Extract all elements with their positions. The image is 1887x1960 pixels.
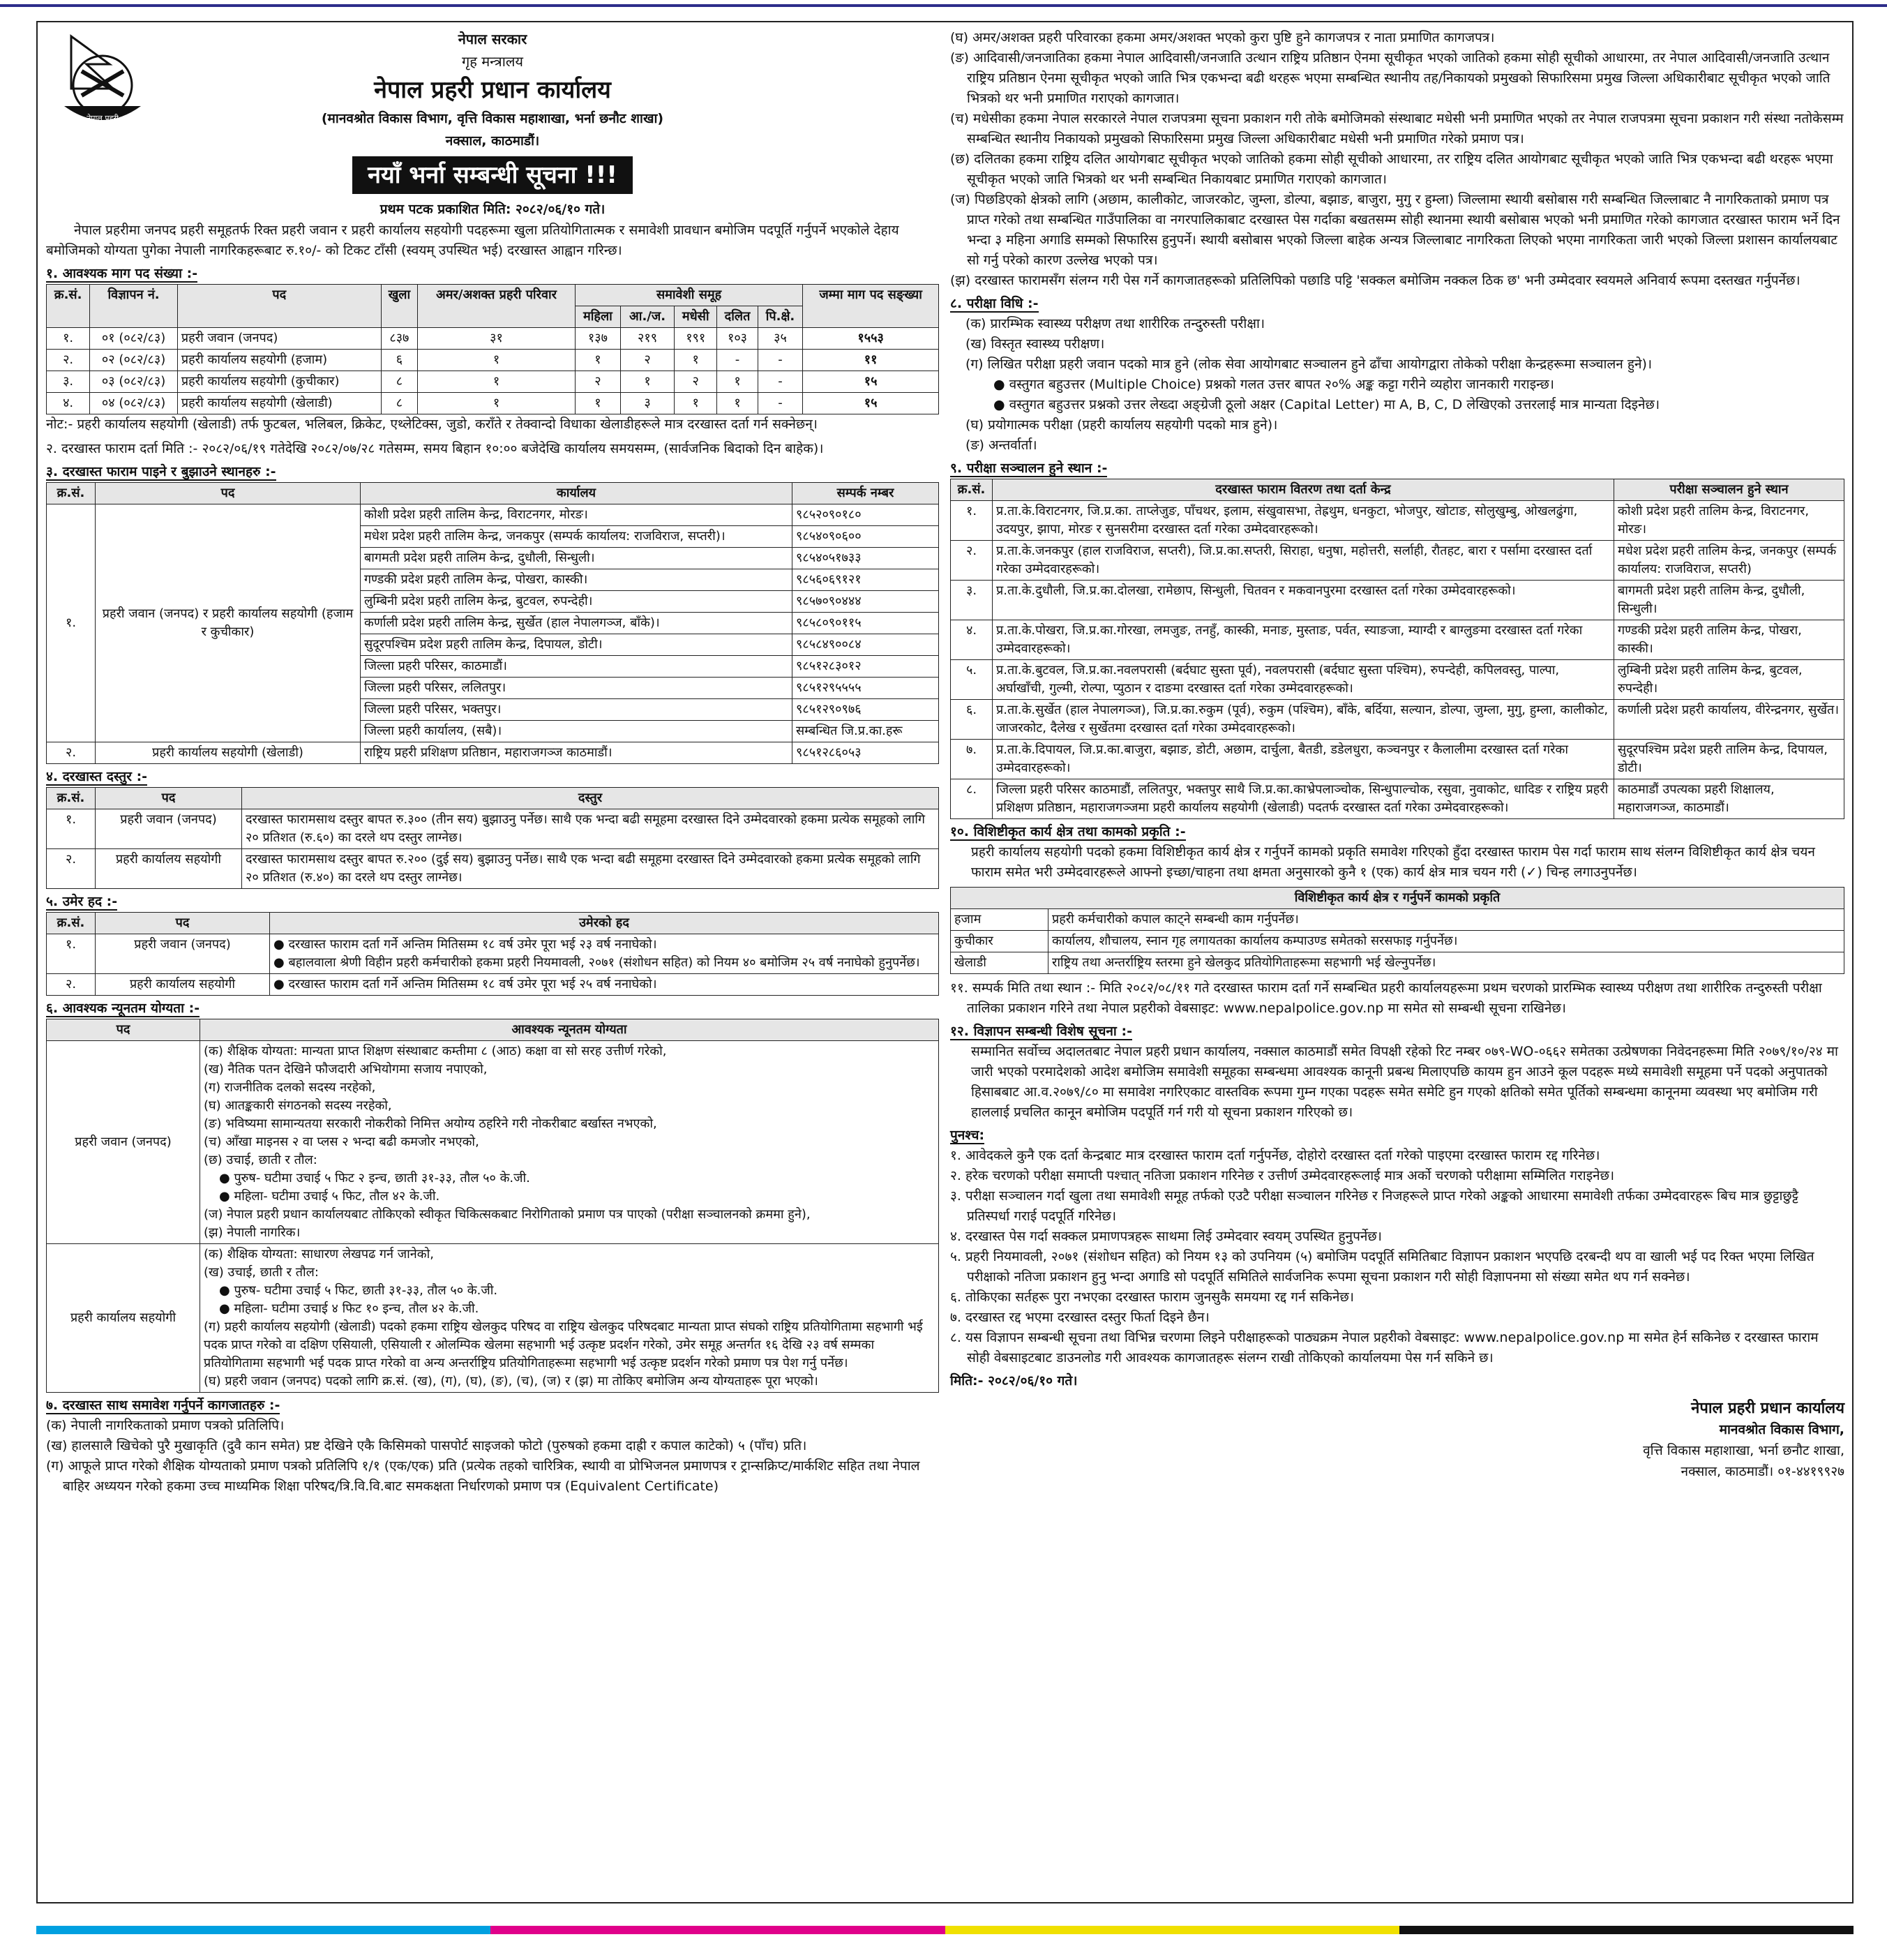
table-row	[47, 328, 939, 350]
table-cell: प्रहरी कार्यालय सहयोगी (खेलाडी)	[177, 393, 381, 414]
table-cell: ● दरखास्त फाराम दर्ता गर्ने अन्तिम मितिसम्म १८ वर्ष उमेर पूरा भई २५ वर्ष ननाघेको।	[270, 974, 939, 996]
s7-item: (घ) अमर/अशक्त प्रहरी परिवारका हकमा अमर/अशक्त भएको कुरा पुष्टि हुने कागजपत्र र नाता प्रमाणित कागजपत्र।	[950, 30, 1495, 45]
table-cell: सुदूरपश्चिम प्रदेश प्रहरी तालिम केन्द्र, दिपायल, डोटी।	[1614, 740, 1844, 779]
table-cell: सम्बन्धित जि.प्र.का.हरू	[792, 721, 939, 742]
table-cell: १५	[803, 393, 939, 414]
th-total: जम्मा माग पद सङ्ख्या	[803, 285, 939, 328]
table-cell: १	[620, 371, 674, 393]
th-sn: क्र.सं.	[47, 285, 90, 328]
table-cell: प्रहरी जवान (जनपद)	[96, 934, 270, 974]
application-places-table	[46, 482, 939, 764]
table-cell: प्र.ता.के.जनकपुर (हाल राजविराज, सप्तरी), जि.प्र.का.सप्तरी, सिराहा, धनुषा, महोत्तरी, सर्लाही, रौतहट, बारा र पर्सामा दरखास्त दर्ता गरेका उम्मेदवारहरूको।	[993, 541, 1614, 581]
table-row	[951, 779, 1844, 819]
ministry-title: गृह मन्त्रालय	[461, 53, 524, 70]
notice-date: मिति:- २०८२/०६/१० गते।	[950, 1373, 1078, 1389]
table-cell: ४.	[951, 620, 993, 660]
table-cell: प्रहरी कार्यालय सहयोगी (हजाम)	[177, 350, 381, 371]
table-cell: ८३७	[381, 328, 417, 350]
th-madhesi: मधेसी	[675, 306, 717, 328]
table-cell: ३.	[47, 371, 90, 393]
table-header-cell: दरखास्त फाराम वितरण तथा दर्ता केन्द्र	[993, 479, 1614, 501]
table-cell: -	[717, 350, 758, 371]
top-rule	[0, 4, 1887, 7]
table-cell: कोशी प्रदेश प्रहरी तालिम केन्द्र, विराटनगर, मोरङ।	[361, 504, 792, 526]
table-cell: प्रहरी कार्यालय सहयोगी	[96, 974, 270, 996]
table-cell: ११	[803, 350, 939, 371]
s7-title: ७. दरखास्त साथ समावेश गर्नुपर्ने कागजातहरु :-	[46, 1398, 280, 1413]
table-cell: हजाम	[951, 909, 1048, 931]
table-row	[47, 371, 939, 393]
s7-item: (ङ) आदिवासी/जनजातिका हकमा नेपाल आदिवासी/जनजाति उत्थान राष्ट्रिय प्रतिष्ठान ऐनमा सूचीकृत भएको जातिको हकमा सोही सूचीको आधारमा, तर नेपाल आदिवासी/जनजाति उत्थान राष्ट्रिय प्रतिष्ठान ऐनमा सूचीकृत भएको जाति भित्र एकभन्दा बढी थरहरू भएमा सम्बन्धित स्थानीय तह/निकायको प्रमुखको सिफारिसमा प्रमुख जिल्ला अधिकारीबाट सूचीकृत भएको जाति भित्रको थर भनी प्रमाणित गराएको कागजात।	[950, 50, 1830, 106]
table-row	[47, 742, 939, 764]
office-place: नक्साल, काठमाडौं।	[445, 133, 540, 149]
table-header-cell: उमेरको हद	[270, 913, 939, 934]
color-bar-segment	[36, 1926, 490, 1934]
table-cell: ८	[381, 371, 417, 393]
table-cell: लुम्बिनी प्रदेश प्रहरी तालिम केन्द्र, बुटवल, रुपन्देही।	[1614, 660, 1844, 700]
table-cell: प्र.ता.के.सुर्खेत (हाल नेपालगञ्ज), जि.प्र.का.रुकुम (पूर्व), रुकुम (पश्चिम), बाँके, बर्दिया, सल्यान, डोल्पा, जुम्ला, मुगु, हुम्ला, कालीकोट, जाजरकोट, दैलेख र सुर्खेतमा दरखास्त दर्ता गरेका उम्मेदवारहरूको।	[993, 700, 1614, 740]
table-row	[951, 660, 1844, 700]
table-cell: काठमाडौं उपत्यका प्रहरी शिक्षालय, महाराजगञ्ज, काठमाडौं।	[1614, 779, 1844, 819]
table-cell: प्र.ता.के.पोखरा, जि.प्र.का.गोरखा, लमजुङ, तनहुँ, कास्की, मनाङ, मुस्ताङ, पर्वत, स्याङजा, म्याग्दी र बाग्लुङमा दरखास्त दर्ता गरेका उम्मेदवारहरूको।	[993, 620, 1614, 660]
age-rule-1: ● दरखास्त फाराम दर्ता गर्ने अन्तिम मितिसम्म १८ वर्ष उमेर पूरा भई २३ वर्ष ननाघेको।	[273, 937, 657, 952]
table-cell: कर्णाली प्रदेश प्रहरी तालिम केन्द्र, सुर्खेत (हाल नेपालगञ्ज, बाँके)।	[361, 613, 792, 634]
table-cell: १.	[47, 934, 96, 974]
table-cell: २.	[47, 350, 90, 371]
th-open: खुला	[381, 285, 417, 328]
table-cell: प्र.ता.के.बुटवल, जि.प्र.का.नवलपरासी (बर्दघाट सुस्ता पूर्व), नवलपरासी (बर्दघाट सुस्ता पश्चिम), रुपन्देही, कपिलवस्तु, पाल्पा, अर्घाखाँची, गुल्मी, रोल्पा, प्युठान र दाङमा दरखास्त दर्ता गरेका उम्मेदवारहरूको।	[993, 660, 1614, 700]
s7-item: (ग) आफूले प्राप्त गरेको शैक्षिक योग्यताको प्रमाण पत्रको प्रतिलिपि १/१ (एक/एक) प्रति (प्रत्येक तहको चारित्रिक, स्थायी वा प्रोभिजनल प्रमाणपत्र र ट्रान्सक्रिप्ट/मार्कशिट सहित तथा नेपाल बाहिर अध्ययन गरेको हकमा उच्च माध्यमिक शिक्षा परिषद/त्रि.वि.वि.बाट समकक्षता निर्धारणको प्रमाण पत्र (Equivalent Certificate)	[46, 1458, 920, 1494]
table-cell: खेलाडी	[951, 952, 1048, 974]
table-cell: ७.	[951, 740, 993, 779]
table-row	[47, 849, 939, 889]
table-row	[47, 350, 939, 371]
dept-title: (मानवश्रोत विकास विभाग, वृत्ति विकास महाशाखा, भर्ना छनौट शाखा)	[321, 111, 664, 126]
table-row	[951, 909, 1844, 931]
table-cell: २.	[47, 849, 96, 889]
work-nature-table	[950, 887, 1844, 974]
table-header-cell: परीक्षा सञ्चालन हुने स्थान	[1614, 479, 1844, 501]
th-adv: विज्ञापन नं.	[90, 285, 178, 328]
table-row	[951, 501, 1844, 541]
s6-title: ६. आवश्यक न्यूनतम योग्यता :-	[46, 1001, 200, 1016]
table-cell: प्रहरी कार्यालय सहयोगी	[96, 849, 242, 889]
table-cell: १	[575, 393, 620, 414]
table-cell: प्रहरी कार्यालय सहयोगी	[47, 1244, 200, 1393]
table-cell: ३.	[951, 581, 993, 620]
table-row	[47, 809, 939, 849]
table-cell: १.	[47, 504, 96, 742]
table-cell: दरखास्त फारामसाथ दस्तुर बापत रु.२०० (दुई सय) बुझाउनु पर्नेछ। साथै एक भन्दा बढी समूहमा दरखास्त दिने उम्मेदवारको हकमा प्रत्येक समूहको लागि २० प्रतिशत (रु.४०) का दरले थप दस्तुर लाग्नेछ।	[242, 849, 939, 889]
th-dalit: दलित	[717, 306, 758, 328]
table-cell: ३	[620, 393, 674, 414]
table-cell: १९१	[675, 328, 717, 350]
table-row	[951, 541, 1844, 581]
color-bar-segment	[1399, 1926, 1854, 1934]
table-cell: प्रहरी जवान (जनपद)	[177, 328, 381, 350]
table-cell: कर्णाली प्रदेश प्रहरी कार्यालय, वीरेन्द्रनगर, सुर्खेत।	[1614, 700, 1844, 740]
table-cell: ८.	[951, 779, 993, 819]
post-group-1: प्रहरी जवान (जनपद) र प्रहरी कार्यालय सहयोगी (हजाम र कुचीकार)	[96, 504, 361, 742]
table-cell: ९८५२०९०१८०	[792, 504, 939, 526]
table-cell: -	[758, 393, 802, 414]
table-cell: जिल्ला प्रहरी परिसर, काठमाडौं।	[361, 656, 792, 678]
color-bar-segment	[945, 1926, 1399, 1934]
s7-item: (ख) हालसालै खिचेको पुरै मुखाकृति (दुवै कान समेत) प्रष्ट देखिने एकै किसिमको पासपोर्ट साइजको फोटो (पुरुषको हकमा दाह्री र कपाल काटेको) ५ (पाँच) प्रति।	[46, 1438, 807, 1453]
table-cell: दरखास्त फारामसाथ दस्तुर बापत रु.३०० (तीन सय) बुझाउनु पर्नेछ। साथै एक भन्दा बढी समूहमा दरखास्त दिने उम्मेदवारको हकमा प्रत्येक समूहको लागि २० प्रतिशत (रु.६०) का दरले थप दस्तुर लाग्नेछ।	[242, 809, 939, 849]
s7-item: (झ) दरखास्त फारामसँग संलग्न गरी पेस गर्ने कागजातहरूको प्रतिलिपिको पछाडि पट्टि 'सक्कल बमोजिम नक्कल ठिक छ' भनी उम्मेदवार स्वयमले अनिवार्य रूपमा दस्तखत गर्नुपर्नेछ।	[950, 273, 1800, 288]
s7-item: (ज) पिछडिएको क्षेत्रको लागि (अछाम, कालीकोट, जाजरकोट, जुम्ला, डोल्पा, बझाङ, बाजुरा, मुगु र हुम्ला) जिल्लामा स्थायी बसोबास गरी सम्बन्धित जिल्लाबाट नै नागरिकताको प्रमाण पत्र प्राप्त गरेको तथा सम्बन्धित गाउँपालिका वा नगरपालिकाबाट दरखास्त पेस गर्दाका बखतसम्म सोही स्थानमा स्थायी बसोबास भएको भनी प्रमाणित गरेको कागजात दरखास्त फाराम भर्ने दिन भन्दा ३ महिना अगाडि सम्मको सिफारिस हुनुपर्ने। स्थायी बसोबास भएको जिल्ला बाहेक अन्यत्र जिल्लाबाट नागरिकता लिएको भएमा नागरिकता जारी भएको जिल्ला प्रशासन कार्यालयबाट सो गर्नु परेको कारण उल्लेख भएको पत्र।	[950, 192, 1840, 268]
age-rule-2: ● बहालवाला श्रेणी विहीन प्रहरी कर्मचारीको हकमा प्रहरी नियमावली, २०७१ (संशोधन सहित) को नियम ४० बमोजिम २५ वर्ष ननाघेको हुनुपर्नेछ।	[273, 955, 920, 970]
table-row	[47, 504, 939, 526]
th-post: पद	[177, 285, 381, 328]
s7-item: (छ) दलितका हकमा राष्ट्रिय दलित आयोगबाट सूचीकृत भएको जातिको हकमा सोही सूचीको आधारमा, तर राष्ट्रिय दलित आयोगबाट सूचीकृत भएको जाति भित्र एकभन्दा बढी थरहरू भएमा सूचीकृत भएको जाति भित्रको थर भनी सम्बन्धित निकायबाट प्रमाणित गराएको कागजात।	[950, 151, 1833, 187]
table-cell: प्रहरी जवान (जनपद)	[47, 1041, 200, 1244]
table-cell: ९८५४०५१७३३	[792, 548, 939, 569]
table-header-cell: पद	[96, 788, 242, 809]
table-cell: २	[620, 350, 674, 371]
header	[46, 28, 939, 220]
table-cell: १.	[47, 328, 90, 350]
s3-title: ३. दरखास्त फाराम पाइने र बुझाउने स्थानहरु :-	[46, 464, 276, 479]
s1-title: १. आवश्यक माग पद संख्या :-	[46, 266, 198, 281]
color-bar	[36, 1926, 1854, 1934]
left-column	[46, 28, 939, 1497]
table-cell: १	[675, 350, 717, 371]
s7-item: (च) मधेसीका हकमा नेपाल सरकारले नेपाल राजपत्रमा सूचना प्रकाशन गरी तोके बमोजिमको संस्थाबाट मधेसी भनी प्रमाणित भएको तर नेपाल राजपत्रमा सूचना प्रकाशन गरी संस्था नतोकेसम्म सम्बन्धित स्थानीय निकायको प्रमुखको सिफारिसमा प्रमुख जिल्ला अधिकारीबाट मधेसी भनी प्रमाणित गरेको प्रमाण पत्र।	[950, 111, 1844, 147]
table-cell: ९८५६०६९१२१	[792, 569, 939, 591]
table-header-cell: पद	[96, 483, 361, 504]
table-cell: लुम्बिनी प्रदेश प्रहरी तालिम केन्द्र, बुटवल, रुपन्देही।	[361, 591, 792, 613]
table-cell: ९८५१२८३०१२	[792, 656, 939, 678]
table-cell: प्र.ता.के.विराटनगर, जि.प्र.का. ताप्लेजुङ, पाँचथर, इलाम, संखुवासभा, तेह्रथुम, धनकुटा, भोजपुर, खोटाङ, सोलुखुम्बु, ओखलढुंगा, उदयपुर, झापा, मोरङ र सुनसरीमा दरखास्त दर्ता गरेका उम्मेदवारहरूको।	[993, 501, 1614, 541]
table-cell	[270, 934, 939, 974]
exam-venue-table	[950, 479, 1844, 819]
table-cell: ९८५७०९०४४४	[792, 591, 939, 613]
table-cell: ९८५८०९०११५	[792, 613, 939, 634]
table-cell: बागमती प्रदेश प्रहरी तालिम केन्द्र, दुधौली, सिन्धुली।	[1614, 581, 1844, 620]
table-cell: ९८५४०९०६००	[792, 526, 939, 548]
office-title: नेपाल प्रहरी प्रधान कार्यालय	[374, 76, 611, 104]
table-cell: प्रहरी कार्यालय सहयोगी (खेलाडी)	[96, 742, 361, 764]
table-cell: प्र.ता.के.दुधौली, जि.प्र.का.दोलखा, रामेछाप, सिन्धुली, चितवन र मकवानपुरमा दरखास्त दर्ता गरेका उम्मेदवारहरूको।	[993, 581, 1614, 620]
table-cell: ०२ (०८२/८३)	[90, 350, 178, 371]
table-cell: -	[758, 350, 802, 371]
table-cell: प्रहरी कार्यालय सहयोगी (कुचीकार)	[177, 371, 381, 393]
qualification-table	[46, 1019, 939, 1393]
table-cell: ९८५१२९५५५५	[792, 678, 939, 699]
table-cell: जिल्ला प्रहरी परिसर काठमाडौं, ललितपुर, भक्तपुर साथै जि.प्र.का.काभ्रेपलाञ्चोक, सिन्धुपाल्चोक, रसुवा, नुवाकोट, धादिङ र राष्ट्रिय प्रहरी प्रशिक्षण प्रतिष्ठान, महाराजगञ्जमा प्रहरी कार्यालय सहयोगी (खेलाडी) पदतर्फ दरखास्त दर्ता गरेका उम्मेदवारहरूको।	[993, 779, 1614, 819]
s4-title: ४. दरखास्त दस्तुर :-	[46, 769, 148, 784]
table-cell: (क) शैक्षिक योग्यता: मान्यता प्राप्त शिक्षण संस्थाबाट कम्तीमा ८ (आठ) कक्षा वा सो सरह उत्तीर्ण गरेको, (ख) नैतिक पतन देखिने फौजदारी अभियोगमा सजाय नपाएको, (ग) राजनीतिक दलको सदस्य नरहेको, (घ) आतङ्ककारी संगठनको सदस्य नरहेको, (ङ) भविष्यमा सामान्यतया सरकारी नोकरीको निमित्त अयोग्य ठहरिने गरी नोकरीबाट बर्खास्त नभएको, (च) आँखा माइनस २ वा प्लस २ भन्दा बढी कमजोर नभएको, (छ) उचाई, छाती र तौल: ● पुरुष- घटीमा उचाई ५ फिट २ इन्च, छाती ३१-३३, तौल ५० के.जी. ● महिला- घटीमा उचाई ५ फिट, तौल ४२ के.जी. (ज) नेपाल प्रहरी प्रधान कार्यालयबाट तोकिएको स्वीकृत चिकित्सकबाट निरोगिताको प्रमाण पत्र पाएको (परीक्षा सञ्चालनको क्रममा हुने), (झ) नेपाली नागरिक।	[200, 1041, 939, 1244]
table-cell: ९८५१२९०९७६	[792, 699, 939, 721]
table-cell: २	[575, 371, 620, 393]
table-cell: १.	[951, 501, 993, 541]
table-cell: ६.	[951, 700, 993, 740]
table-cell: राष्ट्रिय तथा अन्तर्राष्ट्रिय स्तरमा हुने खेलकुद प्रतियोगिताहरूमा सहभागी भई खेल्नुपर्नेछ।	[1048, 952, 1844, 974]
table-header-cell: आवश्यक न्यूनतम योग्यता	[200, 1019, 939, 1041]
table-cell: १	[717, 371, 758, 393]
table-cell: जिल्ला प्रहरी परिसर, ललितपुर।	[361, 678, 792, 699]
table-cell: गण्डकी प्रदेश प्रहरी तालिम केन्द्र, पोखरा, कास्की।	[1614, 620, 1844, 660]
table-cell: २१९	[620, 328, 674, 350]
table-cell: १	[675, 393, 717, 414]
table-cell: प्रहरी कर्मचारीको कपाल काट्ने सम्बन्धी काम गर्नुपर्नेछ।	[1048, 909, 1844, 931]
table-cell: ३५	[758, 328, 802, 350]
table-cell: बागमती प्रदेश प्रहरी तालिम केन्द्र, दुधौली, सिन्धुली।	[361, 548, 792, 569]
table-cell: मधेश प्रदेश प्रहरी तालिम केन्द्र, जनकपुर (सम्पर्क कार्यालय: राजविराज, सप्तरी)	[1614, 541, 1844, 581]
table-cell: २.	[47, 974, 96, 996]
table-cell: ५.	[951, 660, 993, 700]
table-cell: गण्डकी प्रदेश प्रहरी तालिम केन्द्र, पोखरा, कास्की।	[361, 569, 792, 591]
table-cell: कोशी प्रदेश प्रहरी तालिम केन्द्र, विराटनगर, मोरङ।	[1614, 501, 1844, 541]
table-cell: ०३ (०८२/८३)	[90, 371, 178, 393]
signature-block: नेपाल प्रहरी प्रधान कार्यालय मानवश्रोत विकास विभाग, वृत्ति विकास महाशाखा, भर्ना छनौट शाखा, नक्साल, काठमाडौं। ०१-४४१९९२७	[1643, 1400, 1844, 1479]
punashcha-title: पुनश्च:	[950, 1128, 985, 1143]
table-cell: ४.	[47, 393, 90, 414]
s12-text: सम्मानित सर्वोच्च अदालतबाट नेपाल प्रहरी प्रधान कार्यालय, नक्साल काठमाडौं समेत विपक्षी रहेको रिट नम्बर ०७९-WO-०६६२ समेतका उत्प्रेषणका निवेदनहरूमा मिति २०७९/१०/२४ मा जारी भएको परमादेशको आदेश बमोजिम समावेशी समूहका सम्बन्धमा आवश्यक कानूनी प्रबन्ध मिलाएपछि कायम हुन आउने कूल पदहरू मध्ये समावेशी समूहमा पर्ने पदको अनुपातको हिसाबबाट आ.व.२०७९/८० मा समावेश नगरिएकाट वास्तविक रूपमा गुम्न गएका पदहरू समेत समेटि हुन गएको क्षतिको समेत पूर्तिको सम्बन्धमा कानूनमा व्यवस्था भए बमोजिम गरी हाललाई प्रचलित कानून बमोजिम पदपूर्ति गर्न गरी यो सूचना प्रकाशन गरिएको छ।	[971, 1044, 1838, 1120]
table-row	[47, 393, 939, 414]
table-cell: ०१ (०८२/८३)	[90, 328, 178, 350]
table-cell: १	[575, 350, 620, 371]
table-header-cell: सम्पर्क नम्बर	[792, 483, 939, 504]
table-cell: १	[717, 393, 758, 414]
table-row	[951, 740, 1844, 779]
table-cell: १३७	[575, 328, 620, 350]
age-table	[46, 912, 939, 996]
table-cell: ९८५८४९००८४	[792, 634, 939, 656]
table-row	[951, 620, 1844, 660]
th-aj: आ./ज.	[620, 306, 674, 328]
table-cell: ६	[381, 350, 417, 371]
th-martyr: अमर/अशक्त प्रहरी परिवार	[418, 285, 576, 328]
table-row	[47, 1244, 939, 1393]
table-row	[951, 952, 1844, 974]
table-cell: जिल्ला प्रहरी कार्यालय, (सबै)।	[361, 721, 792, 742]
s8-title: ८. परीक्षा विधि :-	[950, 296, 1039, 311]
table-cell: ९८५१२८६०५३	[792, 742, 939, 764]
table-header-cell: क्र.सं.	[47, 483, 96, 504]
table-row	[951, 581, 1844, 620]
table-cell: १	[418, 350, 576, 371]
table-cell: २.	[951, 541, 993, 581]
table-row	[951, 931, 1844, 952]
table-header-cell: पद	[96, 913, 270, 934]
table-cell: सुदूरपश्चिम प्रदेश प्रहरी तालिम केन्द्र, दिपायल, डोटी।	[361, 634, 792, 656]
color-bar-segment	[490, 1926, 945, 1934]
table-header-cell: क्र.सं.	[47, 913, 96, 934]
table-header-cell: विशिष्टीकृत कार्य क्षेत्र र गर्नुपर्ने कामको प्रकृति	[951, 888, 1844, 909]
intro-text: नेपाल प्रहरीमा जनपद प्रहरी समूहतर्फ रिक्त प्रहरी जवान र प्रहरी कार्यालय सहयोगी पदहरूमा खुला प्रतियोगितात्मक र समावेशी प्रावधान बमोजिम पदपूर्ति गर्नुपर्ने भएकोले देहाय बमोजिमको योग्यता पुगेका नेपाली नागरिकहरूबाट रु.१०/- को टिकट टाँसी (स्वयम् उपस्थित भई) दरखास्त आह्वान गरिन्छ।	[46, 223, 899, 258]
nepal-police-emblem-icon	[50, 29, 155, 134]
table-cell: ०४ (०८२/८३)	[90, 393, 178, 414]
table-cell: ८	[381, 393, 417, 414]
table-row	[951, 700, 1844, 740]
table-cell: २	[675, 371, 717, 393]
gov-title: नेपाल सरकार	[458, 31, 527, 47]
table-cell: २.	[47, 742, 96, 764]
s11-text: ११. सम्पर्क मिति तथा स्थान :- मिति २०८२/०८/११ गते दरखास्त फाराम दर्ता गर्ने सम्बन्धित प्रहरी कार्यालयहरूमा प्रथम चरणको प्रारम्भिक स्वास्थ्य परीक्षण तथा शारीरिक तन्दुरुस्ती परीक्षा तालिका प्रकाशन गरिने तथा नेपाल प्रहरीको वेबसाइट: www.nepalpolice.gov.np मा समेत सो सम्बन्धी सूचना राखिनेछ।	[950, 980, 1822, 1016]
s12-title: १२. विज्ञापन सम्बन्धी विशेष सूचना :-	[950, 1024, 1132, 1039]
table-cell: १५	[803, 371, 939, 393]
table-cell: १०३	[717, 328, 758, 350]
notice-title: नयाँ भर्ना सम्बन्धी सूचना !!!	[352, 156, 633, 194]
table-cell: १५५३	[803, 328, 939, 350]
table-cell: -	[758, 371, 802, 393]
table-cell: १.	[47, 809, 96, 849]
table-header-cell: क्र.सं.	[47, 788, 96, 809]
table-cell: मधेश प्रदेश प्रहरी तालिम केन्द्र, जनकपुर (सम्पर्क कार्यालय: राजविराज, सप्तरी)।	[361, 526, 792, 548]
table-cell: कुचीकार	[951, 931, 1048, 952]
s2-text: २. दरखास्त फाराम दर्ता मिति :- २०८२/०६/१९ गतेदेखि २०८२/०७/२८ गतेसम्म, समय बिहान १०:०० बजेदेखि कार्यालय समयसम्म, (सार्वजनिक बिदाको दिन बाहेक)।	[46, 441, 824, 456]
s7-item: (क) नेपाली नागरिकताको प्रमाण पत्रको प्रतिलिपि।	[46, 1418, 285, 1433]
table-row	[47, 974, 939, 996]
th-incl: समावेशी समूह	[575, 285, 802, 306]
table-cell: १	[418, 371, 576, 393]
fee-table	[46, 787, 939, 889]
table-header-cell: क्र.सं.	[951, 479, 993, 501]
table-cell: (क) शैक्षिक योग्यता: साधारण लेखपढ गर्न जानेको, (ख) उचाई, छाती र तौल: ● पुरुष- घटीमा उचाई ५ फिट, छाती ३१-३३, तौल ५० के.जी. ● महिला- घटीमा उचाई ४ फिट १० इन्च, तौल ४२ के.जी. (ग) प्रहरी कार्यालय सहयोगी (खेलाडी) पदको हकमा राष्ट्रिय खेलकुद परिषद वा राष्ट्रिय खेलकुद परिषदबाट मान्यता प्राप्त संघको राष्ट्रिय प्रतियोगितामा सहभागी भई पदक प्राप्त गरेको वा दक्षिण एसियाली, एसियाली र ओलम्पिक खेलमा सहभागी भई उत्कृष्ट प्रदर्शन गरेको, उमेर समूह अन्तर्गत १६ देखि २३ वर्ष सम्मका प्रतियोगितामा सहभागी भई पदक प्राप्त गरेको वा अन्य अन्तर्राष्ट्रिय प्रतियोगिताहरूमा सहभागी भई उत्कृष्ट प्रदर्शन गरेको प्रमाण पत्र पेश गर्नु पर्नेछ। (घ) प्रहरी जवान (जनपद) पदको लागि क्र.सं. (ख), (ग), (घ), (ङ), (च), (ज) र (झ) मा तोकिए बमोजिम अन्य योग्यताहरू पूरा भएको।	[200, 1244, 939, 1393]
table-header-cell: दस्तुर	[242, 788, 939, 809]
table-cell: ३१	[418, 328, 576, 350]
demand-table	[46, 284, 939, 414]
th-backward: पि.क्षे.	[758, 306, 802, 328]
table-cell: कार्यालय, शौचालय, स्नान गृह लगायतका कार्यालय कम्पाउण्ड समेतको सरसफाइ गर्नुपर्नेछ।	[1048, 931, 1844, 952]
table-cell: राष्ट्रिय प्रहरी प्रशिक्षण प्रतिष्ठान, महाराजगञ्ज काठमाडौं।	[361, 742, 792, 764]
table-row	[47, 934, 939, 974]
s9-title: ९. परीक्षा सञ्चालन हुने स्थान :-	[950, 461, 1108, 476]
table-cell: जिल्ला प्रहरी परिसर, भक्तपुर।	[361, 699, 792, 721]
table-cell: प्र.ता.के.दिपायल, जि.प्र.का.बाजुरा, बझाङ, डोटी, अछाम, दार्चुला, बैतडी, डडेलधुरा, कञ्चनपुर र कैलालीमा दरखास्त दर्ता गरेका उम्मेदवारहरूको।	[993, 740, 1614, 779]
table-header-cell: कार्यालय	[361, 483, 792, 504]
table-row	[47, 1041, 939, 1244]
th-women: महिला	[575, 306, 620, 328]
s5-title: ५. उमेर हद :-	[46, 894, 118, 909]
table-header-cell: पद	[47, 1019, 200, 1041]
publish-date: प्रथम पटक प्रकाशित मिति: २०८२/०६/१० गते।	[379, 202, 606, 217]
s10-title: १०. विशिष्टीकृत कार्य क्षेत्र तथा कामको प्रकृति :-	[950, 824, 1186, 839]
s10-text: प्रहरी कार्यालय सहयोगी पदको हकमा विशिष्टीकृत कार्य क्षेत्र र गर्नुपर्ने कामको प्रकृति समावेश गरिएको हुँदा दरखास्त फाराम पेस गर्दा फाराम साथ संलग्न विशिष्टीकृत कार्य क्षेत्र चयन फाराम समेत भरी उम्मेदवारहरूले आफ्नो इच्छा/चाहना तथा क्षमता अनुसारको कुनै १ (एक) कार्य क्षेत्र मात्र चयन गरी (✓) चिन्ह लगाउनुपर्नेछ।	[971, 844, 1815, 880]
table-cell: प्रहरी जवान (जनपद)	[96, 809, 242, 849]
emblem-text: नेपाल प्रहरी	[87, 114, 119, 123]
s1-note: नोट:- प्रहरी कार्यालय सहयोगी (खेलाडी) तर्फ फुटबल, भलिबल, क्रिकेट, एथ्लेटिक्स, जुडो, कराँते र तेक्वान्दो विधाका खेलाडीहरूले मात्र दरखास्त दर्ता गर्न सक्नेछन्।	[46, 417, 818, 432]
right-column: (घ) अमर/अशक्त प्रहरी परिवारका हकमा अमर/अशक्त भएको कुरा पुष्टि हुने कागजपत्र र नाता प्रमाणित कागजपत्र। (ङ) आदिवासी/जनजातिका हकमा नेपाल आदिवासी/जनजाति उत्थान राष्ट्रिय प्रतिष्ठान ऐनमा सूचीकृत भएको जातिको हकमा सोही सूचीको आधारमा, तर नेपाल आदिवासी/जनजाति उत्थान राष्ट्रिय प्रतिष्ठान ऐनमा सूचीकृत भएको जाति भित्र एकभन्दा बढी थरहरू भएमा सम्बन्धित स्थानीय तह/निकायको प्रमुखको सिफारिसमा प्रमुख जिल्ला अधिकारीबाट सूचीकृत भएको जाति भित्रको थर भनी प्रमाणित गराएको कागजात। (च) मधेसीका हकमा नेपाल सरकारले नेपाल राजपत्रमा सूचना प्रकाशन गरी तोके बमोजिमको संस्थाबाट मधेसी भनी प्रमाणित भएको तर नेपाल राजपत्रमा सूचना प्रकाशन गरी संस्था नतोकेसम्म सम्बन्धित स्थानीय निकायको प्रमुखको सिफारिसमा प्रमुख जिल्ला अधिकारीबाट मधेसी भनी प्रमाणित गरेको प्रमाण पत्र। (छ) दलितका हकमा राष्ट्रिय दलित आयोगबाट सूचीकृत भएको जातिको हकमा सोही सूचीको आधारमा, तर राष्ट्रिय दलित आयोगबाट सूचीकृत भएको जाति भित्र एकभन्दा बढी थरहरू भएमा सूचीकृत भएको जाति भित्रको थर भनी सम्बन्धित निकायबाट प्रमाणित गराएको कागजात। (ज) पिछडिएको क्षेत्रको लागि (अछाम, कालीकोट, जाजरकोट, जुम्ला, डोल्पा, बझाङ, बाजुरा, मुगु र हुम्ला) जिल्लामा स्थायी बसोबास गरी सम्बन्धित जिल्लाबाट नै नागरिकताको प्रमाण पत्र प्राप्त गरेको तथा सम्बन्धित गाउँपालिका वा नगरपालिकाबाट दरखास्त पेस गर्दाका बखतसम्म सोही स्थानमा स्थायी बसोबास भएको भनी प्रमाणित गरेको कागजात दरखास्त फाराम भर्ने दिन भन्दा ३ महिना अगाडि सम्मको सिफारिस हुनुपर्ने। स्थायी बसोबास भएको जिल्ला बाहेक अन्यत्र जिल्लाबाट नागरिकता लिएको भएमा नागरिकता जारी भएको जिल्ला प्रशासन कार्यालयबाट सो गर्नु परेको कारण उल्लेख भएको पत्र। (झ) दरखास्त फारामसँग संलग्न गरी पेस गर्ने कागजातहरूको प्रतिलिपिको पछाडि पट्टि 'सक्कल बमोजिम नक्कल ठिक छ' भनी उम्मेदवार स्वयमले अनिवार्य रूपमा दस्तखत गर्नुपर्नेछ। ८. परीक्षा विधि :- (क) प्रारम्भिक स्वास्थ्य परीक्षण तथा शारीरिक तन्दुरुस्ती परीक्षा। (ख) विस्तृत स्वास्थ्य परीक्षण। (ग) लिखित परीक्षा प्रहरी जवान पदको मात्र हुने (लोक सेवा आयोगबाट सञ्चालन हुने ढाँचा आयोगद्वारा तोकेको परीक्षा केन्द्रहरूमा सञ्चालन हुने)। ● वस्तुगत बहुउत्तर (Multiple Choice) प्रश्नको गलत उत्तर बापत २०% अङ्क कट्टा गरीने व्यहोरा जानकारी गराइन्छ। ● वस्तुगत बहुउत्तर प्रश्नको उत्तर लेख्दा अङ्ग्रेजी ठूलो अक्षर (Capital Letter) मा A, B, C, D लेखिएको उत्तरलाई मात्र मान्यता दिइनेछ। (घ) प्रयोगात्मक परीक्षा (प्रहरी कार्यालय सहयोगी पदको मात्र हुने)। (ङ) अन्तर्वार्ता। ९. परीक्षा सञ्चालन हुने स्थान :- क्र.सं. दरखास्त फाराम वितरण तथा दर्ता केन्द्र परीक्षा सञ्चालन हुने स्थान १. प्र.ता.के.विराटनगर, जि.प्र.का. ताप्लेजुङ, पाँचथर, इलाम, संखुवासभा, तेह्रथुम, धनकुटा, भोजपुर, खोटाङ, सोलुखुम्बु, ओखलढुंगा, उदयपुर, झापा, मोरङ र सुनसरीमा दरखास्त दर्ता गरेका उम्मेदवारहरूको। कोशी प्रदेश प्रहरी तालिम केन्द्र, विराटनगर, मोरङ। २. प्र.ता.के.जनकपुर (हाल राजविराज, सप्तरी), जि.प्र.का.सप्तरी, सिराहा, धनुषा, महोत्तरी, सर्लाही, रौतहट, बारा र पर्सामा दरखास्त दर्ता गरेका उम्मेदवारहरूको। मधेश प्रदेश प्रहरी तालिम केन्द्र, जनकपुर (सम्पर्क कार्यालय: राजविराज, सप्तरी) ३. प्र.ता.के.दुधौली, जि.प्र.का.दोलखा, रामेछाप, सिन्धुली, चितवन र मकवानपुरमा दरखास्त दर्ता गरेका उम्मेदवारहरूको। बागमती प्रदेश प्रहरी तालिम केन्द्र, दुधौली, सिन्धुली। ४. प्र.ता.के.पोखरा, जि.प्र.का.गोरखा, लमजुङ, तनहुँ, कास्की, मनाङ, मुस्ताङ, पर्वत, स्याङजा, म्याग्दी र बाग्लुङमा दरखास्त दर्ता गरेका उम्मेदवारहरूको। गण्डकी प्रदेश प्रहरी तालिम केन्द्र, पोखरा, कास्की। ५. प्र.ता.के.बुटवल, जि.प्र.का.नवलपरासी (बर्दघाट सुस्ता पूर्व), नवलपरासी (बर्दघाट सुस्ता पश्चिम), रुपन्देही, कपिलवस्तु, पाल्पा, अर्घाखाँची, गुल्मी, रोल्पा, प्युठान र दाङमा दरखास्त दर्ता गरेका उम्मेदवारहरूको। लुम्बिनी प्रदेश प्रहरी तालिम केन्द्र, बुटवल, रुपन्देही। ६. प्र.ता.के.सुर्खेत (हाल नेपालगञ्ज), जि.प्र.का.रुकुम (पूर्व), रुकुम (पश्चिम), बाँके, बर्दिया, सल्यान, डोल्पा, जुम्ला, मुगु, हुम्ला, कालीकोट, जाजरकोट, दैलेख र सुर्खेतमा दरखास्त दर्ता गरेका उम्मेदवारहरूको। कर्णाली प्रदेश प्रहरी कार्यालय, वीरेन्द्रनगर, सुर्खेत। ७. प्र.ता.के.दिपायल, जि.प्र.का.बाजुरा, बझाङ, डोटी, अछाम, दार्चुला, बैतडी, डडेलधुरा, कञ्चनपुर र कैलालीमा दरखास्त दर्ता गरेका उम्मेदवारहरूको। सुदूरपश्चिम प्रदेश प्रहरी तालिम केन्द्र, दिपायल, डोटी। ८. जिल्ला प्रहरी परिसर काठमाडौं, ललितपुर, भक्तपुर साथै जि.प्र.का.काभ्रेपलाञ्चोक, सिन्धुपाल्चोक, रसुवा, नुवाकोट, धादिङ र राष्ट्रिय प्रहरी प्रशिक्षण प्रतिष्ठान, महाराजगञ्जमा प्रहरी कार्यालय सहयोगी (खेलाडी) पदतर्फ दरखास्त दर्ता गरेका उम्मेदवारहरूको। काठमाडौं उपत्यका प्रहरी शिक्षालय, महाराजगञ्ज, काठमाडौं। १०. विशिष्टीकृत कार्य क्षेत्र तथा कामको प्रकृति :- प्रहरी कार्यालय सहयोगी पदको हकमा विशिष्टीकृत कार्य क्षेत्र र गर्नुपर्ने कामको प्रकृति समावेश गरिएको हुँदा दरखास्त फाराम पेस गर्दा फाराम साथ संलग्न विशिष्टीकृत कार्य क्षेत्र चयन फाराम समेत भरी उम्मेदवारहरूले आफ्नो इच्छा/चाहना तथा क्षमता अनुसारको कुनै १ (एक) कार्य क्षेत्र मात्र चयन गरी (✓) चिन्ह लगाउनुपर्नेछ। विशिष्टीकृत कार्य क्षेत्र र गर्नुपर्ने कामको प्रकृति हजाम प्रहरी कर्मचारीको कपाल काट्ने सम्बन्धी काम गर्नुपर्नेछ। कुचीकार कार्यालय, शौचालय, स्नान गृह लगायतका कार्यालय कम्पाउण्ड समेतको सरसफाइ गर्नुपर्नेछ। खेलाडी राष्ट्रिय तथा अन्तर्राष्ट्रिय स्तरमा हुने खेलकुद प्रतियोगिताहरूमा सहभागी भई खेल्नुपर्नेछ। ११. सम्पर्क मिति तथा स्थान :- मिति २०८२/०८/११ गते दरखास्त फाराम दर्ता गर्ने सम्बन्धित प्रहरी कार्यालयहरूमा प्रथम चरणको प्रारम्भिक स्वास्थ्य परीक्षण तथा शारीरिक तन्दुरुस्ती परीक्षा तालिका प्रकाशन गरिने तथा नेपाल प्रहरीको वेबसाइट: www.nepalpolice.gov.np मा समेत सो सम्बन्धी सूचना राखिनेछ। १२. विज्ञापन सम्बन्धी विशेष सूचना :- सम्मानित सर्वोच्च अदालतबाट नेपाल प्रहरी प्रधान कार्यालय, नक्साल काठमाडौं समेत विपक्षी रहेको रिट नम्बर ०७९-WO-०६६२ समेतका उत्प्रेषणका निवेदनहरूमा मिति २०७९/१०/२४ मा जारी भएको परमादेशको आदेश बमोजिम समावेशी समूहका सम्बन्धमा आवश्यक कानूनी प्रबन्ध मिलाएपछि कायम हुन आउने कूल पदहरू मध्ये समावेशी समूहमा पर्ने पदको अनुपातको हिसाबबाट आ.व.२०७९/८० मा समावेश नगरिएकाट वास्तविक रूपमा गुम्न गएका पदहरू समेत समेटि हुन गएको क्षतिको समेत पूर्तिको सम्बन्धमा कानूनमा व्यवस्था भए बमोजिम गरी हाललाई प्रचलित कानून बमोजिम पदपूर्ति गर्न गरी यो सूचना प्रकाशन गरिएको छ। पुनश्च: १. आवेदकले कुनै एक दर्ता केन्द्रबाट मात्र दरखास्त फाराम दर्ता गर्नुपर्नेछ, दोहोरो दरखास्त दर्ता गरेको पाइएमा दरखास्त फाराम रद्द गरिनेछ। २. हरेक चरणको परीक्षा समाप्ती पश्चात् नतिजा प्रकाशन गरिनेछ र उत्तीर्ण उम्मेदवारहरूलाई मात्र अर्को चरणको परीक्षामा सम्मिलित गराइनेछ। ३. परीक्षा सञ्चालन गर्दा खुला तथा समावेशी समूह तर्फको एउटै परीक्षा सञ्चालन गरिनेछ र निजहरूले प्राप्त गरेको अङ्कको आधारमा समावेशी तर्फका उम्मेदवारहरू बिच मात्र छुट्टाछुट्टै प्रतिस्पर्धा गराई पदपूर्ति गरिनेछ। ४. दरखास्त पेस गर्दा सक्कल प्रमाणपत्रहरू साथमा लिई उम्मेदवार स्वयम् उपस्थित हुनुपर्नेछ। ५. प्रहरी नियमावली, २०७१ (संशोधन सहित) को नियम १३ को उपनियम (५) बमोजिम पदपूर्ति समितिबाट विज्ञापन प्रकाशन भएपछि दरबन्दी थप वा खाली भई पद रिक्त भएमा लिखित परीक्षाको नतिजा प्रकाशन हुनु भन्दा अगाडि सो पदपूर्ति समितिले सार्वजनिक रूपमा सूचना प्रकाशन गरी सोही विज्ञापनमा सो संख्या समेत थप गर्न सक्नेछ। ६. तोकिएका सर्तहरू पुरा नभएका दरखास्त फाराम जुनसुकै समयमा रद्द गर्न सकिनेछ। ७. दरखास्त रद्द भएमा दरखास्त दस्तुर फिर्ता दिइने छैन। ८. यस विज्ञापन सम्बन्धी सूचना तथा विभिन्न चरणमा लिइने परीक्षाहरूको पाठ्यक्रम नेपाल प्रहरीको वेबसाइट: www.nepalpolice.gov.np मा समेत हेर्न सकिनेछ र दरखास्त फाराम सोही वेबसाइटबाट डाउनलोड गरी आवश्यक कागजातहरू संलग्न राखी तोकिएको कार्यालयमा पेस गर्न सकिने छ। मिति:- २०८२/०६/१० गते। नेपाल प्रहरी प्रधान कार्यालय मानवश्रोत विकास विभाग, वृत्ति विकास महाशाखा, भर्ना छनौट शाखा, नक्साल, काठमाडौं। ०१-४४१९९२७	[950, 28, 1844, 1482]
table-cell: १	[418, 393, 576, 414]
